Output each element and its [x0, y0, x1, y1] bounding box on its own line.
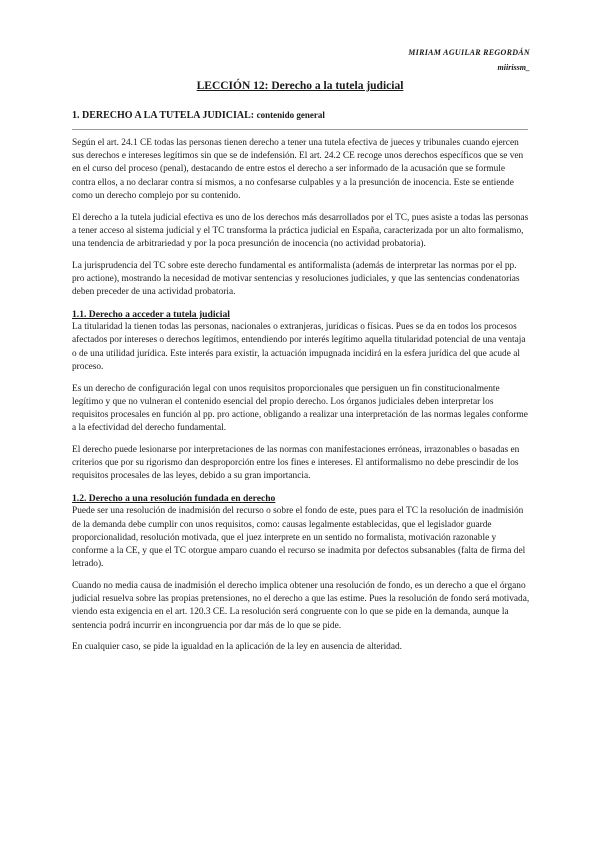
document-body	[72, 137, 530, 663]
paragraph: El derecho a la tutela judicial efectiva es uno de los derechos más desarrollados por el TC, pues asiste a todas las personas a tener acceso al sistema judicial y el TC transforma la práctica judicial en España, caracterizada por un alto formalismo, una tendencia de arbitrariedad y por la poca presunción de inocencia (no actividad probatoria).	[72, 212, 529, 250]
paragraph: La jurisprudencia del TC sobre este derecho fundamental es antiformalista (además de interpretar las normas por el pp. pro actione), mostrando la necesidad de motivar sentencias y resoluciones judiciales, y que las sentencias condenatorias deben preceder de una actividad probatoria.	[72, 260, 520, 298]
author-handle: miirissm_	[497, 63, 530, 72]
section-1-1-heading: 1.1. Derecho a acceder a tutela judicial	[72, 309, 230, 321]
paragraph: Es un derecho de configuración legal con unos requisitos proporcionales que persiguen un fin constitucionalmente legítimo y que no vulneran el contenido esencial del propio derecho. Los órganos judiciales deben interpretar los requisitos procesales en función al pp. pro actione, obligando a realizar una interpretación de las normas legales conforme a la efectividad del derecho fundamental.	[72, 383, 528, 434]
section-1-heading-main: 1. DERECHO A LA TUTELA JUDICIAL:	[72, 110, 255, 121]
paragraph: La titularidad la tienen todas las personas, nacionales o extranjeras, jurídicas o físicas. Pues se da en todos los procesos afectados por intereses o derechos legítimos, entendiendo por interés legítimo aquella titularidad potencial de una ventaja o de una utilidad jurídica. Este interés para existir, la actuación impugnada incidirá en la esfera jurídica del que acude al proceso.	[72, 322, 526, 372]
section-divider	[72, 129, 528, 130]
paragraph: Según el art. 24.1 CE todas las personas tienen derecho a tener una tutela efectiva de jueces y tribunales cuando ejercen sus derechos e intereses legítimos sin que se de indefensión. El art. 24.2 CE recoge unos derechos específicos que se ven en el curso del proceso (penal), destacando de entre estos el derecho a ser informado de la acusación que se formule contra ellos, a no declarar contra sí mismos, a no confesarse culpables y a la presunción de inocencia. Este se entiende como un derecho complejo por su contenido.	[72, 138, 524, 201]
section-1-heading-sub: contenido general	[256, 110, 325, 120]
section-1-2-heading: 1.2. Derecho a una resolución fundada en derecho	[72, 493, 276, 505]
paragraph: Cuando no media causa de inadmisión el derecho implica obtener una resolución de fondo, es un derecho a que el órgano judicial resuelva sobre las propias pretensiones, no el derecho a que las estime. Pues la resolución de fondo será motivada, viendo esta exigencia en el art. 120.3 CE. La resolución será congruente con lo que se pide en la demanda, aunque la sentencia podrá incurrir en incongruencia por dar más de lo que se pide.	[72, 581, 530, 631]
section-1-heading	[72, 110, 325, 121]
paragraph: Puede ser una resolución de inadmisión del recurso o sobre el fondo de este, pues para el TC la resolución de inadmisión de la demanda debe cumplir con unos requisitos, como: causas legalmente establecidas, que el legislador guarde proporcionalidad, resolución motivada, que el juez interprete en un sentido no formalista, motivación razonable y conforme a la CE, y que el TC otorgue amparo cuando el recurso se inadmita por defectos subsanables (falta de firma del letrado).	[72, 506, 526, 570]
paragraph: En cualquier caso, se pide la igualdad en la aplicación de la ley en ausencia de alteridad.	[72, 642, 402, 653]
lesson-title: LECCIÓN 12: Derecho a la tutela judicial	[196, 80, 404, 92]
author-name: MIRIAM AGUILAR REGORDÁN	[408, 48, 530, 57]
paragraph: El derecho puede lesionarse por interpretaciones de las normas con manifestaciones erróneas, irrazonables o basadas en criterios que por su rigorismo dan desproporción entre los fines e intereses. El antiformalismo no debe prescindir de los requisitos procesales de las leyes, debido a su gran importancia.	[72, 445, 520, 482]
